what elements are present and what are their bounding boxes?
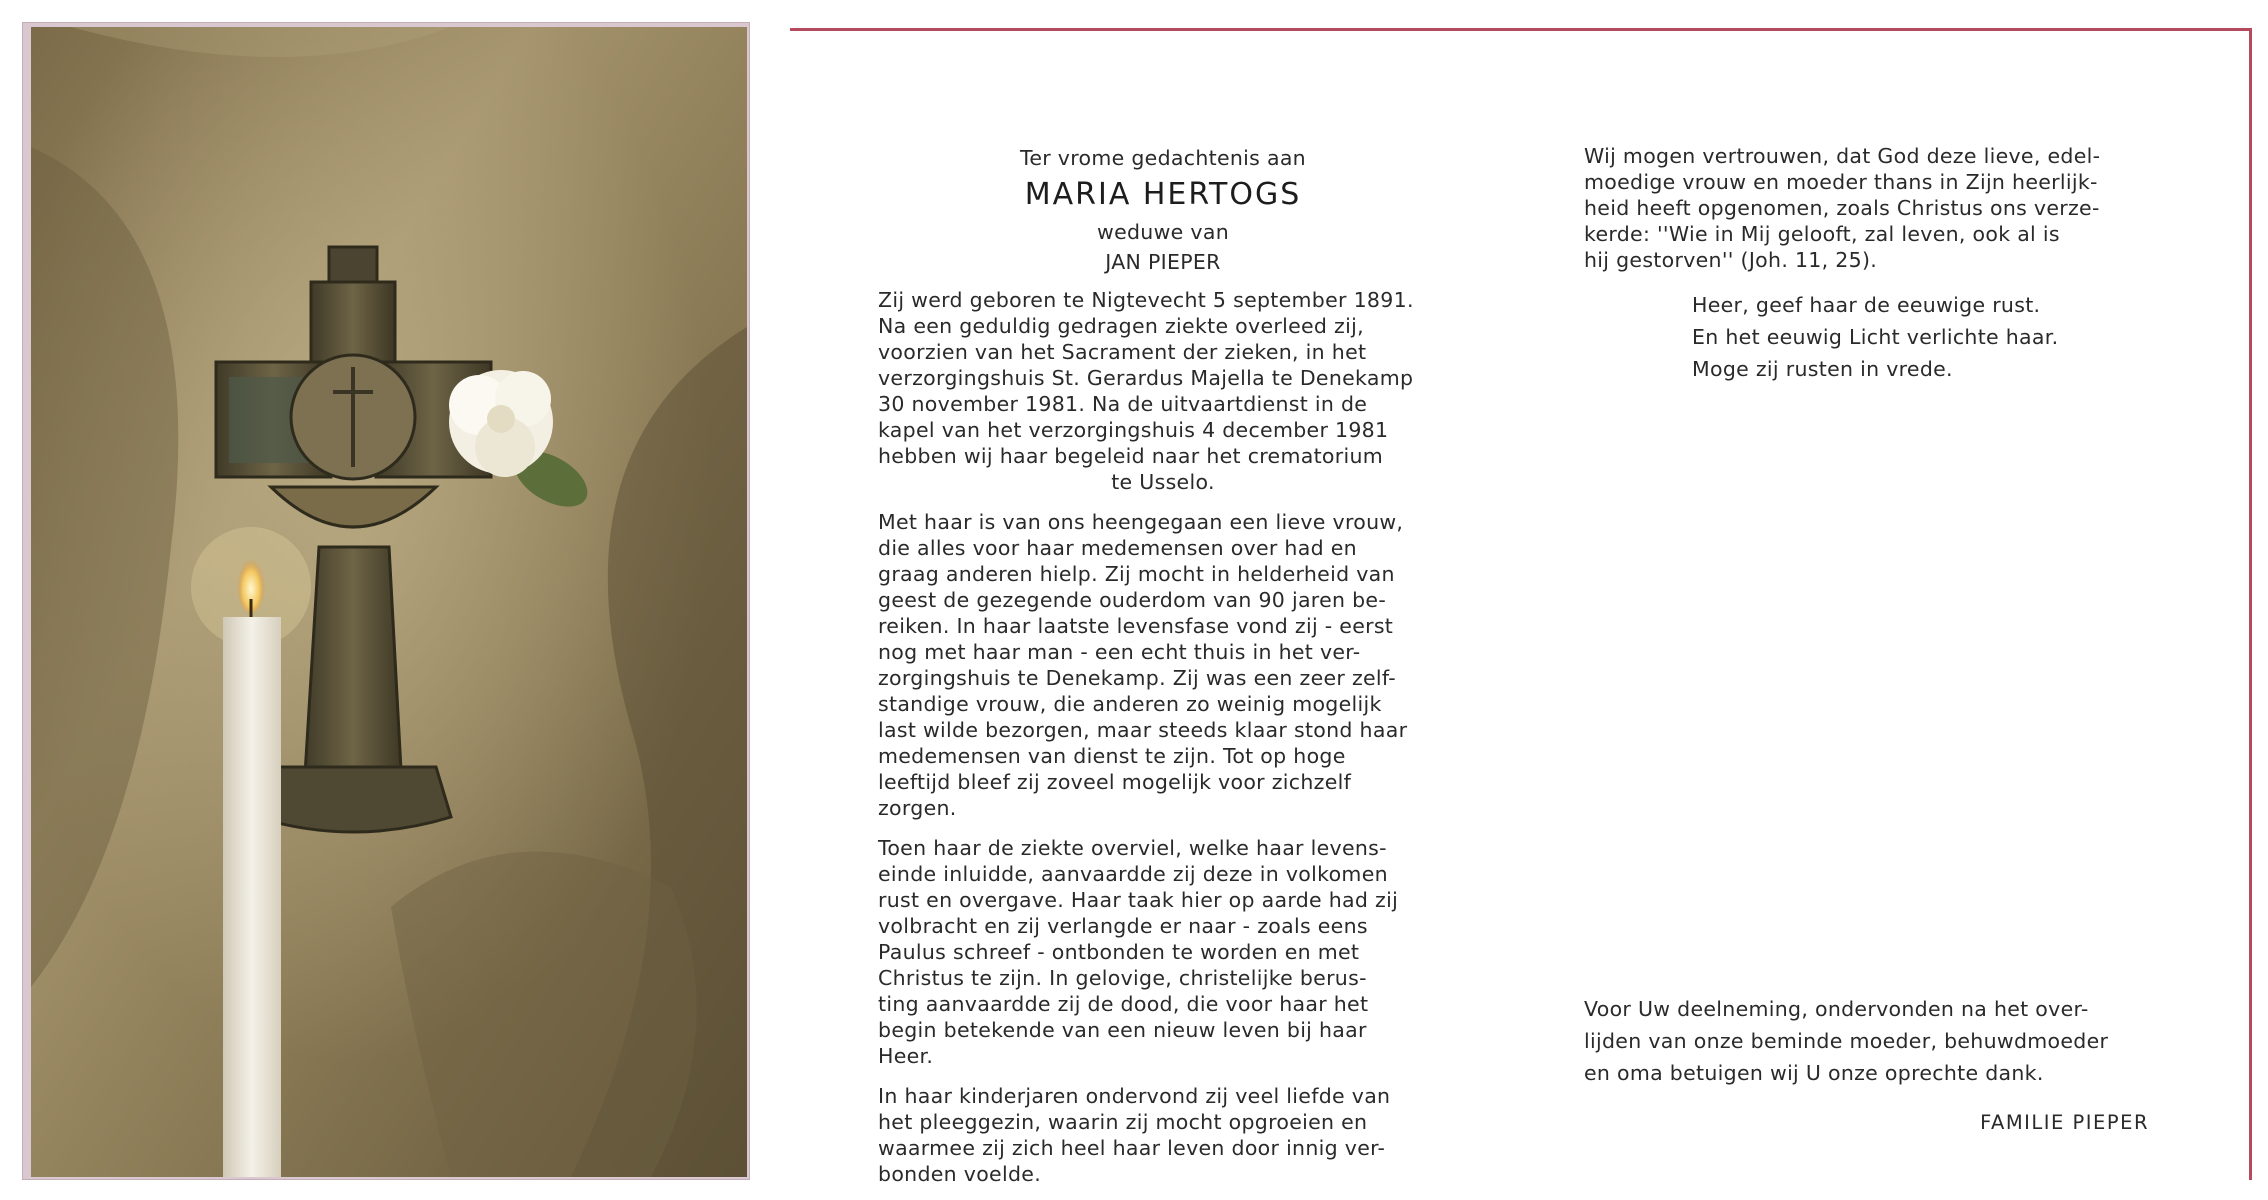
widow-of-line: weduwe van — [1097, 220, 1229, 244]
thanks-paragraph: Voor Uw deelneming, ondervonden na het over- lijden van onze beminde moeder, behuwdmoeder en oma betuigen wij U onze oprechte dank. — [1584, 997, 2109, 1085]
photo-card — [22, 22, 750, 1180]
illness-paragraph: Toen haar de ziekte overviel, welke haar levens- einde inluidde, aanvaardde zij deze in volkomen rust en overgave. Haar taak hier op aarde had zij volbracht en zij verlangde er naar - zoals eens Paulus schreef - ontbonden te worden en met Christus te zijn. In gelovige, christelijke berus- ting aanvaardde zij de dood, die voor haar het begin betekende van een nieuw leven bij haar Heer. — [878, 836, 1399, 1068]
birth-death-paragraph: Zij werd geboren te Nigtevecht 5 september 1891. Na een geduldig gedragen ziekte overleed zij, voorzien van het Sacrament der zieken, in het verzorgingshuis St. Gerardus Majella te Denekamp 30 november 1981. Na de uitvaartdienst in de kapel van het verzorgingshuis 4 december 1981 hebben wij haar begeleid naar het crematorium — [878, 288, 1414, 468]
prayer-line: Heer, geef haar de eeuwige rust. — [1692, 293, 2041, 317]
prayer-line: Moge zij rusten in vrede. — [1692, 357, 1953, 381]
right-text-column — [1584, 143, 2164, 385]
prayer — [1692, 289, 2164, 385]
memorial-photo — [31, 27, 747, 1177]
left-text-column — [878, 143, 1448, 1187]
crematorium-place: te Usselo. — [1111, 470, 1215, 494]
deceased-name: MARIA HERTOGS — [1024, 177, 1302, 212]
intro-line: Ter vrome gedachtenis aan — [1020, 146, 1306, 170]
family-signature: FAMILIE PIEPER — [1980, 1111, 2149, 1134]
spouse-name: JAN PIEPER — [1105, 250, 1221, 274]
childhood-paragraph: In haar kinderjaren ondervond zij veel liefde van het pleeggezin, waarin zij mocht opgroeien en waarmee zij zich heel haar leven door innig ver- bonden voelde. — [878, 1084, 1391, 1186]
life-paragraph: Met haar is van ons heengegaan een lieve vrouw, die alles voor haar medemensen over had en graag anderen hielp. Zij mocht in helderheid van geest de gezegende ouderdom van 90 jaren be- reiken. In haar laatste levensfase vond zij - eerst nog met haar man - een echt thuis in het ver- zorgingshuis te Denekamp. Zij was een zeer zelf- standige vrouw, die anderen zo weinig mogelijk last wilde bezorgen, maar steeds klaar stond haar medemensen van dienst te zijn. Tot op hoge leeftijd bleef zij zoveel mogelijk voor zichzelf zorgen. — [878, 510, 1408, 820]
trust-paragraph: Wij mogen vertrouwen, dat God deze lieve, edel- moedige vrouw en moeder thans in Zijn heerlijk- heid heeft opgenomen, zoals Christus ons verze- kerde: ''Wie in Mij gelooft, zal leven, ook al is hij gestorven'' (Joh. 11, 25). — [1584, 144, 2101, 272]
memorial-text-card — [790, 28, 2252, 1186]
prayer-line: En het eeuwig Licht verlichte haar. — [1692, 325, 2059, 349]
cross-candle-image — [31, 27, 747, 1177]
